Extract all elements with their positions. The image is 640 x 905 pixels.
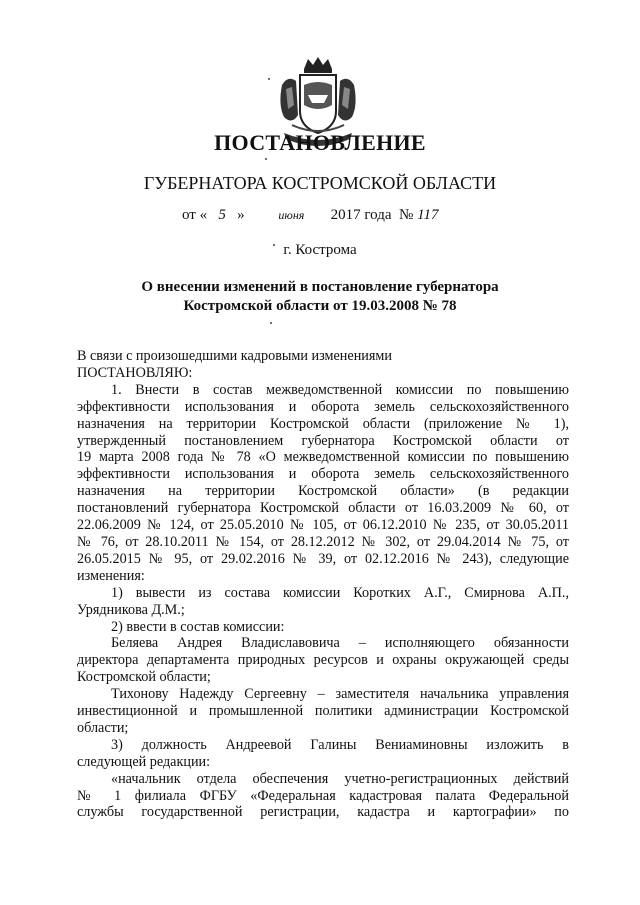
body-line: 1. Внести в состав межведомственной комиссии по повышению [111,381,569,398]
body-line: следующей редакции: [77,753,211,770]
body-line: ПОСТАНОВЛЯЮ: [77,364,193,381]
document-body [77,348,569,821]
body-line: Урядникова Д.М.; [77,601,185,618]
body-line: назначения на территории Костромской области» (в редакции [77,483,569,500]
date-day: 5 [218,207,226,223]
body-line: Тихонову Надежду Сергеевну – заместителя начальника управления [111,686,569,703]
date-prefix: от « [182,207,208,223]
body-line: назначения на территории Костромской области (приложение № 1), [77,415,569,432]
scan-speck [265,158,267,160]
body-line: № 1 филиала ФГБУ «Федеральная кадастровая палата Федеральной [77,787,569,804]
body-line: 26.05.2015 № 95, от 29.02.2016 № 39, от 02.12.2016 № 243), следующие [77,550,569,567]
body-line: 1) вывести из состава комиссии Коротких А.Г., Смирнова А.П., [111,584,569,601]
body-line: «начальник отдела обеспечения учетно-регистрационных действий [111,770,569,787]
scan-speck [268,78,270,80]
body-line: В связи с произошедшими кадровыми изменениями [77,348,392,364]
city-line: г. Кострома [283,242,357,258]
body-line: изменения: [77,567,145,584]
date-year: 2017 года [330,207,392,223]
body-line: № 76, от 28.10.2011 № 154, от 28.12.2012 № 302, от 29.04.2014 № 75, от [77,533,569,550]
document-date-line [182,207,438,224]
document-type-title: ПОСТАНОВЛЕНИЕ [214,130,426,155]
body-line: постановлений губернатора Костромской области от 16.03.2009 № 60, от [77,500,569,517]
body-line: 22.06.2009 № 124, от 25.05.2010 № 105, от 06.12.2010 № 235, от 30.05.2011 [77,517,569,534]
body-line: эффективности использования и оборота земель сельскохозяйственного [77,466,569,483]
document-subject [0,278,640,316]
body-line: 2) ввести в состав комиссии: [111,618,285,635]
body-line: 19 марта 2008 года № 78 «О межведомственной комиссии по повышению [77,449,569,466]
document-subject-line-1: О внесении изменений в постановление губернатора [141,279,499,295]
body-line: директора департамента природных ресурсов и охраны окружающей среды [77,652,569,669]
number-sign: № [399,207,414,223]
body-line: 3) должность Андреевой Галины Вениаминовны изложить в [111,736,569,753]
date-month: июня [278,208,305,222]
scan-speck [270,322,272,324]
scan-speck [273,244,275,246]
body-line: Костромской области; [77,669,211,686]
body-line: утвержденный постановлением губернатора Костромской области от [77,432,569,449]
body-line: области; [77,719,129,736]
body-line: эффективности использования и оборота земель сельскохозяйственного [77,398,569,415]
date-close: » [237,207,245,223]
issuer-title: ГУБЕРНАТОРА КОСТРОМСКОЙ ОБЛАСТИ [143,173,497,193]
document-number: 117 [417,207,439,223]
body-line: Беляева Андрея Владиславовича – исполняющего обязанности [111,635,569,652]
body-line: инвестиционной и промышленной политики администрации Костромской [77,703,569,720]
document-subject-line-2: Костромской области от 19.03.2008 № 78 [183,298,457,314]
body-line: службы государственной регистрации, кадастра и картографии» по [77,804,569,821]
